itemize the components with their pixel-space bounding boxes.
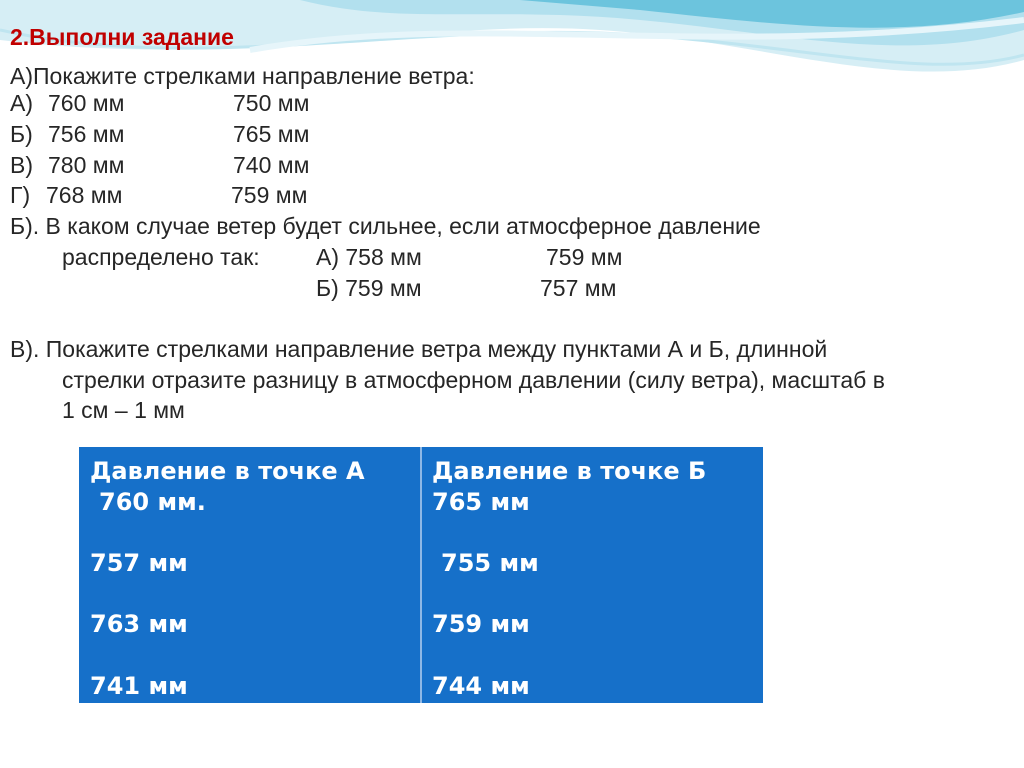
part-b-option-b-value-2: 757 мм — [540, 275, 617, 301]
part-c-line-3: 1 см – 1 мм — [62, 397, 185, 423]
row-b-value-2: 765 мм — [233, 121, 310, 147]
row-a-label: А) — [10, 90, 33, 116]
part-b-line-2: распределено так: — [62, 244, 260, 270]
part-b-option-b: Б) 759 мм — [316, 275, 422, 301]
row-a-value-2: 750 мм — [233, 90, 310, 116]
row-b-value-1: 756 мм — [48, 121, 125, 147]
column-b-header: Давление в точке Б — [432, 457, 707, 485]
column-a-value-1: 760 мм. — [99, 488, 206, 516]
row-d-label: Г) — [10, 182, 31, 208]
row-b-label: Б) — [10, 121, 33, 147]
row-c-value-2: 740 мм — [233, 152, 310, 178]
column-b-value-4: 744 мм — [432, 672, 530, 700]
row-c-value-1: 780 мм — [48, 152, 125, 178]
part-b-option-a: А) 758 мм — [316, 244, 422, 270]
row-d-value-1: 768 мм — [46, 182, 123, 208]
column-point-a — [79, 447, 420, 703]
row-c-label: В) — [10, 152, 33, 178]
part-c-line-2: стрелки отразите разницу в атмосферном давлении (силу ветра), масштаб в — [62, 367, 885, 393]
task-title: 2.Выполни задание — [10, 24, 234, 50]
part-a-heading: А)Покажите стрелками направление ветра: — [10, 63, 475, 89]
row-d-value-2: 759 мм — [231, 182, 308, 208]
pressure-table — [79, 447, 763, 703]
part-c-line-1: В). Покажите стрелками направление ветра между пунктами А и Б, длинной — [10, 336, 828, 362]
column-b-value-3: 759 мм — [432, 610, 530, 638]
column-b-value-1: 765 мм — [432, 488, 530, 516]
part-b-option-a-value-2: 759 мм — [546, 244, 623, 270]
column-a-value-4: 741 мм — [90, 672, 188, 700]
column-a-header: Давление в точке А — [90, 457, 365, 485]
column-a-value-3: 763 мм — [90, 610, 188, 638]
column-a-value-2: 757 мм — [90, 549, 188, 577]
column-point-b — [420, 447, 763, 703]
column-b-value-2: 755 мм — [441, 549, 539, 577]
row-a-value-1: 760 мм — [48, 90, 125, 116]
part-b-line-1: Б). В каком случае ветер будет сильнее, если атмосферное давление — [10, 213, 761, 239]
